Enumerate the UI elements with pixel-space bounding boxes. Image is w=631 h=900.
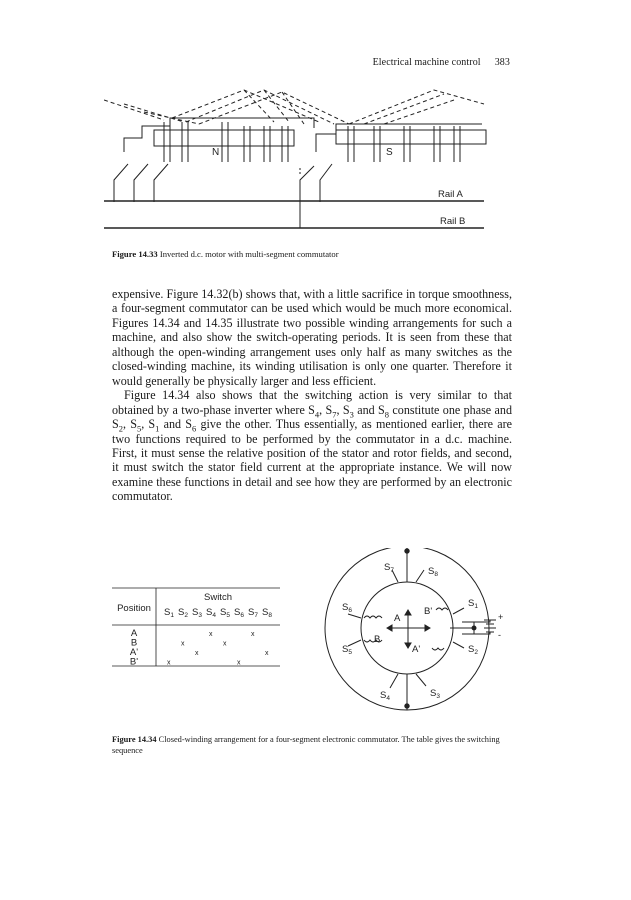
rail-b-label: Rail B xyxy=(440,216,466,227)
commutator-diagram xyxy=(325,548,496,710)
winding-coil xyxy=(364,616,382,618)
paragraph: expensive. Figure 14.32(b) shows that, with a little sacrifice in torque smoothness, a four-segment commutator can be used which would be much more economical. Figures 14.34 and 14.35 illustrate two possible winding arrangements for such a machine, and also show the switch-operating periods. It is seen from these that although the open-winding arrangement uses only half as many switches as the closed-winding machine, its winding utilisation is only one quarter. Therefore it would generally be physically larger and less efficient. xyxy=(112,287,512,388)
figure-14-33-caption xyxy=(112,249,512,260)
table-mark: x xyxy=(181,640,185,648)
south-pole xyxy=(336,130,486,144)
winding-coil xyxy=(432,648,444,650)
table-switch-header: $S_6$ xyxy=(234,607,244,619)
position-b-label: B xyxy=(374,634,381,645)
table-header-switch: Switch xyxy=(204,592,232,603)
position-a-prime-label: A' xyxy=(412,644,421,655)
table-switch-header: $S_2$ xyxy=(178,607,188,619)
position-a-label: A xyxy=(394,613,401,624)
rail-a-label: Rail A xyxy=(438,189,463,200)
supply-minus: - xyxy=(498,630,501,640)
switch-label: $S_4$ xyxy=(380,690,390,702)
switch-label: $S_8$ xyxy=(428,566,438,578)
table-mark: x xyxy=(209,631,213,638)
switch-label: $S_5$ xyxy=(342,644,352,656)
supply-plus: + xyxy=(498,612,504,622)
position-b-prime-label: B' xyxy=(424,606,433,617)
paragraph: Figure 14.34 also shows that the switching action is very similar to that obtained by a two-phase inverter where $S_4$, $S_7$, $S_3$ and $S_8$ constitute one phase and $S_2$, $S_5$, $S_1$ and $S_6$ give the other. Thus essentially, as mentioned earlier, there are two functions required to be performed by the commutator in a d.c. machine. First, it must sense the relative position of the stator and rotor fields, and second, it must switch the stator field current at the appropriate instance. We will now examine these functions in detail and see how they are performed by an electronic commutator. xyxy=(112,388,513,504)
switch-label: $S_6$ xyxy=(342,602,352,614)
table-switch-header: $S_4$ xyxy=(206,607,216,619)
winding-dashes xyxy=(104,90,484,124)
page-number: 383 xyxy=(494,57,510,68)
table-position-label: B' xyxy=(129,656,139,668)
brush-leads xyxy=(114,164,332,228)
table-mark: x xyxy=(223,640,227,648)
table-mark: x xyxy=(251,631,255,638)
north-pole xyxy=(154,130,294,146)
running-header xyxy=(0,57,510,68)
switch-label: $S_1$ xyxy=(468,598,478,610)
table-mark: x xyxy=(237,659,241,667)
caption-number: Figure 14.34 xyxy=(112,735,157,744)
table-switch-header: $S_5$ xyxy=(220,607,230,619)
table-mark: x xyxy=(195,650,199,657)
table-mark: x xyxy=(265,650,269,657)
table-switch-header: $S_1$ xyxy=(164,607,174,619)
table-switch-header: $S_7$ xyxy=(248,607,258,619)
caption-number: Figure 14.33 xyxy=(112,249,158,259)
table-header-position: Position xyxy=(117,603,151,614)
figure-14-34-diagram xyxy=(112,548,512,728)
conductors xyxy=(164,122,460,162)
pole-frame-right xyxy=(316,124,482,152)
table-switch-header: $S_8$ xyxy=(262,607,272,619)
table-switch-header: $S_3$ xyxy=(192,607,202,619)
table-position-label: A xyxy=(130,628,138,639)
figure-14-33-diagram xyxy=(104,82,494,242)
switching-table-text xyxy=(117,592,272,668)
winding-coil xyxy=(436,608,448,610)
switch-label: $S_7$ xyxy=(384,562,394,574)
caption-text: Closed-winding arrangement for a four-segment electronic commutator. The table gives the switching sequence xyxy=(112,735,500,755)
table-mark: x xyxy=(167,659,171,667)
running-title: Electrical machine control xyxy=(372,57,481,68)
switch-label: $S_2$ xyxy=(468,644,478,656)
table-position-label: A' xyxy=(129,647,139,658)
north-label: N xyxy=(212,147,220,158)
body-text xyxy=(112,287,512,504)
switches xyxy=(348,570,464,688)
south-label: S xyxy=(386,147,393,158)
figure-14-34-caption xyxy=(112,734,512,756)
caption-text: Inverted d.c. motor with multi-segment commutator xyxy=(159,249,339,259)
table-position-label: B xyxy=(130,637,138,649)
commutator-labels xyxy=(342,562,503,702)
switch-label: $S_3$ xyxy=(430,688,440,700)
